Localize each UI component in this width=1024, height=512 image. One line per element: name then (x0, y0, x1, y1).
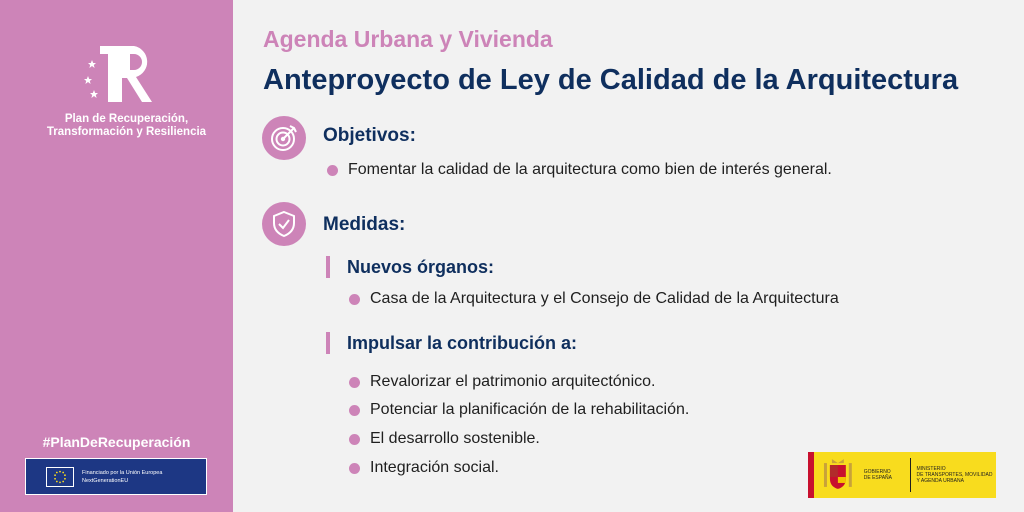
bullet-dot (349, 434, 360, 445)
ministerio-line3: Y AGENDA URBANA (916, 478, 964, 484)
objetivos-heading: Objetivos: (323, 125, 416, 146)
section-label: Agenda Urbana y Vivienda (263, 26, 553, 52)
ministerio-text (917, 466, 997, 484)
subsection-bar (326, 332, 330, 354)
bullet-dot (349, 377, 360, 388)
eu-line1: Financiado por la Unión Europea (82, 469, 163, 476)
subsection-bar (326, 256, 330, 278)
list-item (349, 430, 540, 448)
eu-funding-text (82, 469, 162, 485)
gobierno-line2: DE ESPAÑA (863, 475, 892, 481)
list-item-text: Revalorizar el patrimonio arquitectónico. (370, 373, 656, 390)
ministerio-line1: MINISTERIO (916, 466, 946, 472)
flag-stripe (808, 452, 814, 498)
impulsar-heading: Impulsar la contribución a: (347, 333, 578, 353)
eu-line2: NextGenerationEU (82, 477, 129, 484)
bullet-dot (327, 165, 338, 176)
list-item (349, 290, 839, 308)
list-item (349, 373, 655, 391)
eu-flag-icon (46, 467, 74, 487)
page-title: Anteproyecto de Ley de Calidad de la Arquitectura (263, 64, 959, 96)
plan-title-line1: Plan de Recuperación, (64, 113, 189, 125)
hashtag: #PlanDeRecuperación (42, 434, 191, 450)
eu-funding-badge (25, 458, 207, 495)
objetivo-item (327, 161, 832, 179)
nuevos-organos-heading: Nuevos órganos: (347, 257, 495, 277)
plan-title (0, 113, 253, 139)
target-icon-glyph (269, 123, 299, 153)
ministerio-line2: DE TRANSPORTES, MOVILIDAD (916, 472, 993, 478)
target-icon (262, 116, 306, 160)
gobierno-text (864, 469, 904, 481)
bullet-dot (349, 463, 360, 474)
gobierno-line1: GOBIERNO (863, 469, 891, 475)
divider (910, 458, 911, 492)
gobierno-logo (808, 452, 996, 498)
medidas-heading: Medidas: (323, 214, 406, 235)
bullet-dot (349, 294, 360, 305)
list-item-text: Integración social. (370, 459, 499, 476)
list-item-text: Casa de la Arquitectura y el Consejo de Calidad de la Arquitectura (370, 290, 839, 307)
shield-check-icon (262, 202, 306, 246)
objetivo-item-text: Fomentar la calidad de la arquitectura como bien de interés general. (348, 161, 832, 178)
shield-check-icon-glyph (271, 210, 297, 238)
list-item-text: El desarrollo sostenible. (370, 430, 540, 447)
bullet-dot (349, 405, 360, 416)
plan-title-line2: Transformación y Resiliencia (46, 126, 207, 138)
list-item (349, 459, 499, 477)
list-item (349, 401, 689, 419)
coat-of-arms-icon (820, 457, 856, 493)
list-item-text: Potenciar la planificación de la rehabilitación. (370, 401, 690, 418)
recovery-plan-logo (82, 40, 160, 106)
sidebar (0, 0, 233, 512)
